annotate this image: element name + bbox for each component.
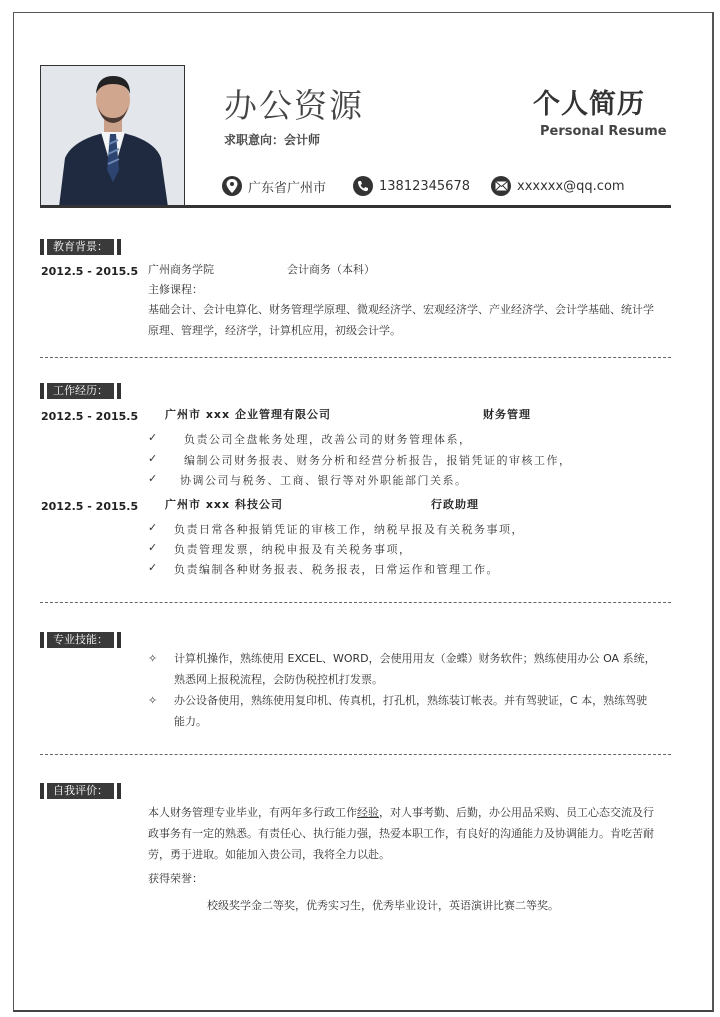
section-label-work: 工作经历： [40,383,121,399]
job-position: 财务管理 [483,408,531,421]
job-company: 广州市 xxx 企业管理有限公司 [165,408,331,421]
job-duty: ✓ 编制公司财务报表、财务分析和经营分析报告，报销凭证的审核工作， [148,452,572,467]
diamond-bullet-icon: ✧ [148,652,158,665]
section-label-skills: 专业技能： [40,632,121,648]
email-text: xxxxxx@qq.com [517,178,625,194]
skill-item: ✧ 办公设备使用，熟练使用复印机、传真机，打孔机，熟练装订帐表。并有驾驶证，C 本，熟练驾驶能力。 [148,690,658,732]
header-divider [40,205,671,208]
check-icon: ✓ [148,431,158,444]
check-icon: ✓ [148,541,158,554]
section-divider [40,754,671,755]
job-date: 2012.5 - 2015.5 [41,410,139,423]
job-objective: 求职意向：会计师 [224,133,321,147]
contact-location [222,176,326,196]
honors-label: 获得荣誉： [148,872,203,885]
check-icon: ✓ [148,452,158,465]
resume-title-cn: 个人简历 [533,89,645,120]
education-major: 会计商务（本科） [287,263,375,276]
contact-email [491,176,625,196]
phone-text: 13812345678 [379,178,470,194]
check-icon: ✓ [148,472,158,485]
education-school: 广州商务学院 [148,263,214,276]
job-company: 广州市 xxx 科技公司 [165,498,283,511]
education-date: 2012.5 - 2015.5 [41,265,139,278]
email-icon [491,176,511,196]
job-duty: ✓ 协调公司与税务、工商、银行等对外职能部门关系。 [148,472,468,487]
job-date: 2012.5 - 2015.5 [41,500,139,513]
honors-list: 校级奖学金二等奖，优秀实习生，优秀毕业设计，英语演讲比赛二等奖。 [207,899,559,912]
section-divider [40,357,671,358]
courses-label: 主修课程： [148,283,203,296]
job-duty: ✓ 负责日常各种报销凭证的审核工作，纳税早报及有关税务事项， [148,521,524,536]
candidate-name: 办公资源 [224,86,364,125]
location-text: 广东省广州市 [248,180,327,196]
section-divider [40,602,671,603]
section-label-self-eval: 自我评价： [40,783,121,799]
location-pin-icon [222,176,242,196]
job-duty: ✓ 负责编制各种财务报表、税务报表，日常运作和管理工作。 [148,561,499,576]
job-position: 行政助理 [431,498,479,511]
profile-photo [40,65,185,206]
contact-phone [353,176,470,196]
skill-item: ✧ 计算机操作，熟练使用 EXCEL、WORD，会使用用友（金蝶）财务软件；熟练使用办公 OA 系统，熟悉网上报税流程，会防伪税控机打发票。 [148,648,658,690]
person-portrait-icon [41,66,185,206]
phone-icon [353,176,373,196]
self-eval-text: 本人财务管理专业毕业，有两年多行政工作经验，对人事考勤、后勤，办公用品采购、员工心态交流及行政事务有一定的熟悉。有责任心、执行能力强，热爱本职工作，有良好的沟通能力及协调能力。肯吃苦耐劳，勇于进取。如能加入贵公司，我将全力以赴。 [148,806,654,861]
courses-list: 基础会计、会计电算化、财务管理学原理、微观经济学、宏观经济学、产业经济学、会计学基础、统计学原理、管理学，经济学，计算机应用，初级会计学。 [148,303,654,337]
check-icon: ✓ [148,521,158,534]
section-label-education: 教育背景： [40,239,121,255]
job-duty: ✓ 负责公司全盘帐务处理，改善公司的财务管理体系， [148,431,472,446]
check-icon: ✓ [148,561,158,574]
job-duty: ✓ 负责管理发票，纳税申报及有关税务事项， [148,541,412,556]
resume-title-en: Personal Resume [540,124,667,139]
diamond-bullet-icon: ✧ [148,694,158,707]
